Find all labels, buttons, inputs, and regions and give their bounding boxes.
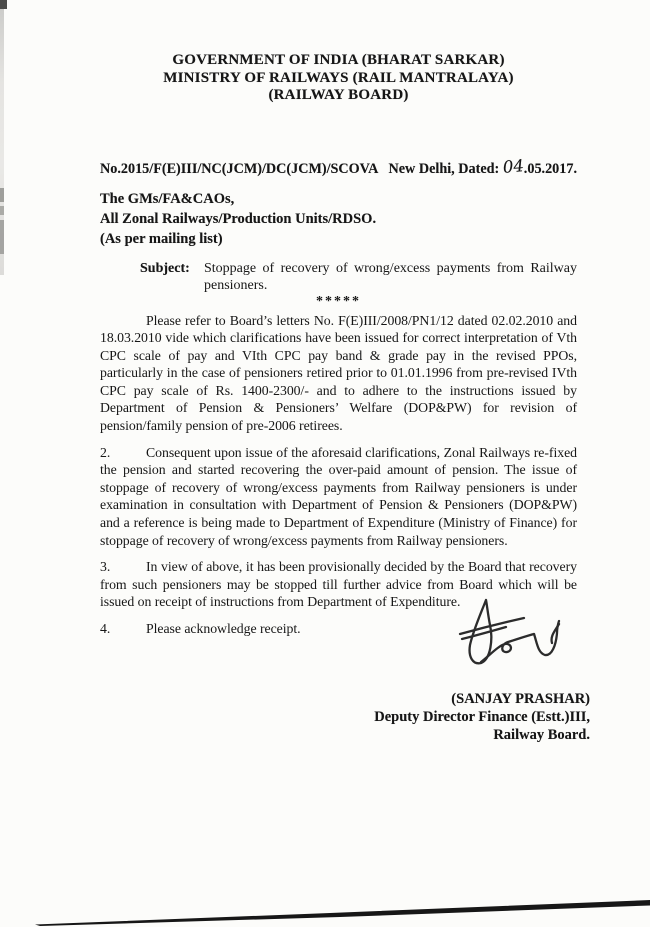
paragraph-2-text: Consequent upon issue of the aforesaid clarifications, Zonal Railways re-fixed the pension and started recovering the over-paid amount of pension. The issue of stoppage of recovery of wrong/excess payments from Railway pensioners is under examination in consultation with Department of Pension & Pensioners (DOP&PW) and a reference is being made to Department of Expenditure (Ministry of Finance) for stoppage of recovery of wrong/excess payments from Railway pensioners. xyxy=(100,444,577,548)
place-and-date xyxy=(388,155,577,178)
paragraph-4-text: Please acknowledge receipt. xyxy=(146,621,301,636)
letter-body xyxy=(100,0,590,744)
addressee-line-2: All Zonal Railways/Production Units/RDSO. xyxy=(100,210,377,227)
letterhead-line-3: (RAILWAY BOARD) xyxy=(268,87,409,103)
scan-bottom-edge-artifact xyxy=(0,895,650,927)
paragraph-3 xyxy=(100,558,577,611)
subject-text: Stoppage of recovery of wrong/excess payments from Railway pensioners. xyxy=(204,260,577,293)
paragraph-4 xyxy=(100,620,577,638)
paragraph-2 xyxy=(100,444,577,550)
reference-row xyxy=(100,155,577,178)
signatory-block xyxy=(100,690,590,744)
signatory-designation: Deputy Director Finance (Estt.)III, xyxy=(374,708,590,725)
letterhead xyxy=(100,0,577,105)
date-label: New Delhi, Dated: xyxy=(388,160,503,177)
letterhead-line-2: MINISTRY OF RAILWAYS (RAIL MANTRALAYA) xyxy=(163,69,514,86)
scan-edge-mark xyxy=(0,188,4,202)
scan-edge-mark xyxy=(0,206,4,215)
reference-number: No.2015/F(E)III/NC(JCM)/DC(JCM)/SCOVA xyxy=(100,160,379,177)
signatory-name: (SANJAY PRASHAR) xyxy=(451,690,590,707)
paragraph-2-number: 2. xyxy=(100,444,111,460)
addressee-line-1: The GMs/FA&CAOs, xyxy=(100,190,235,207)
scan-corner-mark xyxy=(0,0,7,9)
scan-edge-mark xyxy=(0,220,4,254)
separator-asterisks: ***** xyxy=(316,293,361,309)
letterhead-line-1: GOVERNMENT OF INDIA (BHARAT SARKAR) xyxy=(172,52,505,68)
signatory-organization: Railway Board. xyxy=(493,726,590,743)
paragraph-4-number: 4. xyxy=(100,621,111,636)
date-rest: .05.2017. xyxy=(523,160,577,177)
paragraph-3-number: 3. xyxy=(100,559,111,575)
paragraph-3-text: In view of above, it has been provisionally decided by the Board that recovery from such pensioners may be stopped till further advice from Board which will be issued on receipt of instructions from Department of Expenditure. xyxy=(100,559,577,610)
subject-label: Subject: xyxy=(140,260,190,276)
addressee-line-3: (As per mailing list) xyxy=(100,230,223,247)
subject-row xyxy=(140,260,577,295)
paragraph-1: Please refer to Board’s letters No. F(E)III/2008/PN1/12 dated 02.02.2010 and 18.03.2010 vide which clarifications have been issued for correct interpretation of Vth CPC scale of pay and VIth CPC pay band & grade pay in the revised PPOs, particularly in the case of pensioners retired prior to 01.01.1996 from pre-revised IVth CPC pay scale of Rs. 1400-2300/- and to adhere to the instructions issued by Department of Pension & Pensioners’ Welfare (DOP&PW) for revision of pension/family pension of pre-2006 retirees. xyxy=(100,312,577,434)
addressee-block xyxy=(100,189,577,249)
handwritten-day: 04 xyxy=(501,155,525,177)
